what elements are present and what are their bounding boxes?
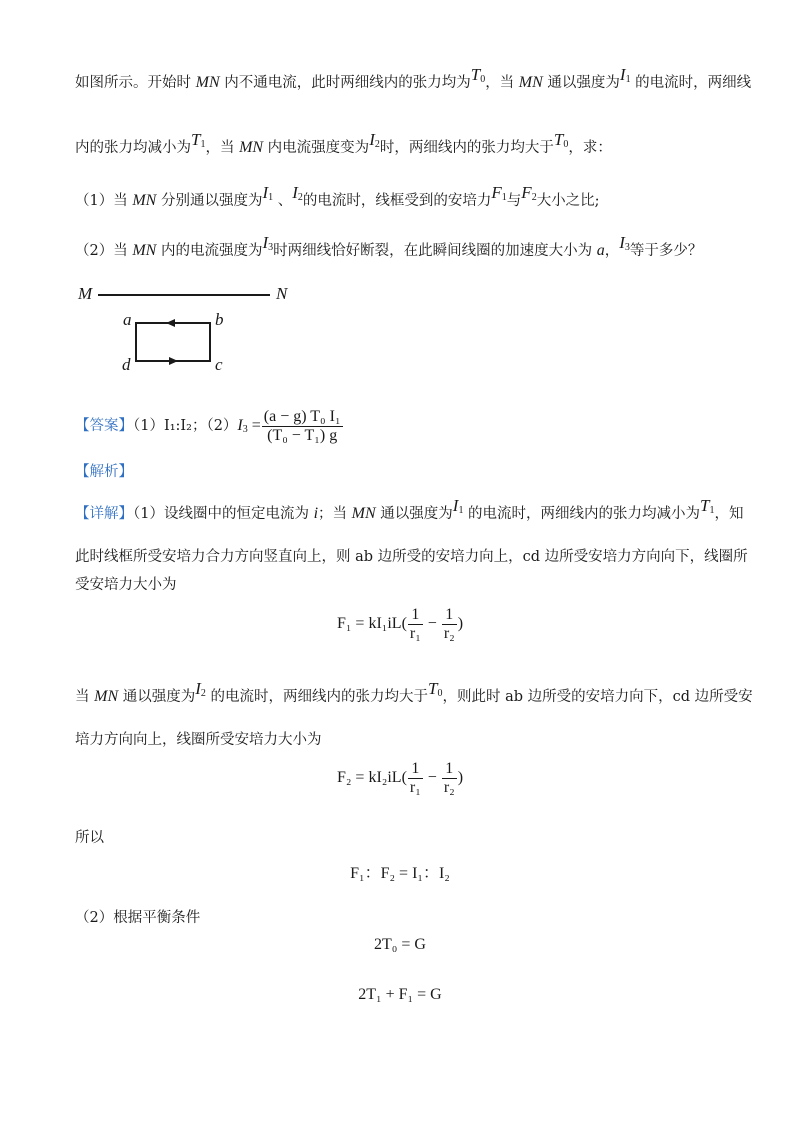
detail-line-7: （2）根据平衡条件 bbox=[75, 910, 201, 926]
text: ，则此时 ab 边所受的安培力向下，cd 边所受安 bbox=[442, 689, 753, 705]
answer-line bbox=[75, 408, 344, 445]
analysis-tag: 【解析】 bbox=[75, 464, 133, 480]
text: 内的电流强度为 bbox=[156, 243, 263, 259]
var-mn: MN bbox=[239, 139, 264, 156]
text: ，当 bbox=[485, 75, 519, 91]
var-mn: MN bbox=[195, 74, 220, 91]
sym-i1: $I_1$ bbox=[452, 496, 464, 516]
detail-line-4 bbox=[75, 679, 753, 711]
circuit-diagram bbox=[0, 0, 800, 400]
text: 时，两细线内的张力均大于 bbox=[379, 140, 554, 156]
detail-tag: 【详解】 bbox=[75, 506, 133, 522]
text: （2）当 bbox=[75, 243, 133, 259]
var-mn: MN bbox=[518, 74, 543, 91]
sym-f2: $F_2$ bbox=[521, 183, 537, 203]
text: 的电流时，两细线 bbox=[630, 75, 752, 91]
arrow-right-icon bbox=[169, 357, 178, 365]
text: 的电流时，两细线内的张力均大于 bbox=[205, 689, 428, 705]
sym-i1: $I_1$ bbox=[619, 65, 631, 85]
text: 通以强度为 bbox=[375, 506, 453, 522]
label-d: d bbox=[122, 355, 131, 374]
detail-line-6: 所以 bbox=[75, 830, 104, 846]
var-mn: MN bbox=[351, 505, 376, 522]
sym-f1: $F_1$ bbox=[491, 183, 507, 203]
detail-line-1 bbox=[75, 496, 744, 528]
text: ，求： bbox=[568, 140, 612, 156]
equation-f2: F₂ = kI₂iL( $\frac{1}{\text{r₁}}$ − $\frac{1}{\text{r₂}}$ ) bbox=[336, 760, 464, 796]
text: 通以强度为 bbox=[118, 689, 196, 705]
detail-line-2: 此时线框所受安培力合力方向竖直向上，则 ab 边所受的安培力向上，cd 边所受安培力方向向下，线圈所 bbox=[75, 549, 748, 565]
text: 当 bbox=[75, 689, 95, 705]
text: 的电流时，线框受到的安培力 bbox=[302, 193, 492, 209]
label-m: M bbox=[78, 284, 93, 303]
detail-line-5: 培力方向向上，线圈所受安培力大小为 bbox=[75, 732, 322, 748]
var-a: a bbox=[596, 242, 605, 259]
text: 内的张力均减小为 bbox=[75, 140, 191, 156]
detail-line-3: 受安培力大小为 bbox=[75, 577, 177, 593]
answer-tag: 【答案】 bbox=[75, 418, 133, 435]
text: 等于多少？ bbox=[629, 243, 703, 259]
equation-f1: F₁ = kI₁iL( $\frac{1}{\text{r₁}}$ − $\frac{1}{\text{r₂}}$ ) bbox=[336, 606, 464, 642]
label-c: c bbox=[215, 355, 223, 374]
sym-t0: $T_0$ bbox=[428, 679, 443, 699]
text: 内不通电流，此时两细线内的张力均为 bbox=[219, 75, 471, 91]
label-a: a bbox=[123, 310, 132, 329]
text: 大小之比; bbox=[536, 193, 600, 209]
equation-balance-1: 2T₀ = G bbox=[374, 936, 426, 953]
sym-i2: $I_2$ bbox=[195, 679, 206, 699]
sym-i2: $I_2$ bbox=[369, 130, 380, 150]
sym-i3: $I_3$ bbox=[619, 233, 630, 253]
equation-ratio: F₁：F₂ = I₁：I₂ bbox=[350, 865, 450, 882]
var-mn: MN bbox=[94, 688, 119, 705]
text: 、 bbox=[273, 193, 293, 209]
sym-i2: $I_2$ bbox=[292, 183, 303, 203]
text: ；当 bbox=[318, 506, 352, 522]
text: 通以强度为 bbox=[542, 75, 620, 91]
label-b: b bbox=[215, 310, 224, 329]
text: ， bbox=[604, 243, 620, 259]
sym-i1: $I_1$ bbox=[262, 183, 274, 203]
text: 与 bbox=[506, 193, 522, 209]
text: （1）当 bbox=[75, 193, 133, 209]
sym-t1: $T_1$ bbox=[700, 496, 715, 516]
var-mn: MN bbox=[132, 242, 157, 259]
sym-i3: $I_3$ bbox=[262, 233, 274, 253]
equation-balance-2: 2T₁ + F₁ = G bbox=[358, 986, 442, 1003]
answer-formula: $I_3$ = $\frac{\text{(a − g) T₀ I₁}}{\text{(T₀ − T₁) g}}$ bbox=[237, 408, 341, 444]
text: 的电流时，两细线内的张力均减小为 bbox=[463, 506, 701, 522]
sym-t1: $T_1$ bbox=[191, 130, 206, 150]
label-n: N bbox=[276, 284, 288, 303]
text: ，知 bbox=[714, 506, 744, 522]
text: ，当 bbox=[205, 140, 240, 156]
answer-text: （1）I₁:I₂；（2） bbox=[133, 418, 238, 435]
loop-frame bbox=[136, 323, 210, 361]
text: （1）设线圈中的恒定电流为 bbox=[133, 506, 314, 522]
sym-t0: $T_0$ bbox=[553, 130, 569, 150]
var-mn: MN bbox=[132, 192, 157, 209]
text: 内电流强度变为 bbox=[263, 140, 370, 156]
arrow-left-icon bbox=[166, 319, 175, 327]
text: 如图所示。开始时 bbox=[75, 75, 196, 91]
sym-t0: $T_0$ bbox=[470, 65, 486, 85]
text: 时两细线恰好断裂，在此瞬间线圈的加速度大小为 bbox=[273, 243, 597, 259]
text: 分别通以强度为 bbox=[156, 193, 263, 209]
var-i: i bbox=[313, 505, 319, 522]
